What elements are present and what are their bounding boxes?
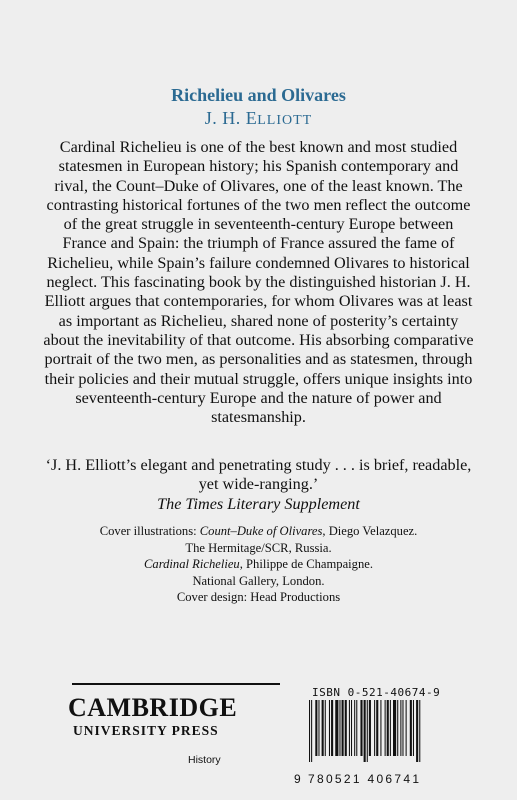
credit-olivares-title: Count–Duke of Olivares xyxy=(199,524,323,538)
barcode-bar xyxy=(369,700,371,756)
blurb xyxy=(42,138,475,427)
credit-olivares-artist: , Diego Velazquez. xyxy=(322,524,418,538)
barcode xyxy=(292,700,467,770)
isbn-label: ISBN 0-521-40674-9 xyxy=(312,686,441,699)
barcode-bar xyxy=(329,700,330,756)
barcode-bar xyxy=(387,700,389,756)
publisher-logo-line2: UNIVERSITY PRESS xyxy=(73,723,219,738)
barcode-bar xyxy=(390,700,391,756)
book-title: Richelieu and Olivares xyxy=(171,85,346,105)
publisher-rule xyxy=(72,683,280,685)
author-surname-rest: LLIOTT xyxy=(257,113,313,128)
cover-credits xyxy=(60,523,457,606)
barcode-bar xyxy=(393,700,396,756)
ean-remaining-digits: 780521 406741 xyxy=(308,772,422,786)
author-initials: J. H. E xyxy=(204,108,258,128)
barcode-bar xyxy=(315,700,317,756)
credit-richelieu-title: Cardinal Richelieu xyxy=(144,557,240,571)
barcode-bar xyxy=(374,700,375,756)
barcode-bar xyxy=(410,700,412,756)
ean-first-digit: 9 xyxy=(294,772,301,786)
publisher-logo-line1: CAMBRIDGE xyxy=(68,693,238,722)
blurb-text: Cardinal Richelieu is one of the best known and most studied statesmen in European history; his Spanish contemporary and rival, the Count–Duke of Olivares, one of the least known. The contrasting historical fortunes of the two men reflect the outcome of the great struggle in seventeenth-century Europe between France and Spain: the triumph of France assured the fame of Richelieu, while Spain’s failure condemned Olivares to historical neglect. This fascinating book by the distinguished historian J. H. Elliott argues that contemporaries, for whom Olivares was at least as important as Richelieu, shared none of posterity’s certainty about the inevitability of that outcome. His absorbing comparative portrait of the two men, as personalities and as statesmen, through their policies and their mutual struggle, offers unique insights into seventeenth-century Europe and the nature of power and statesmanship. xyxy=(43,138,474,427)
barcode-bar xyxy=(335,700,338,756)
barcode-bars xyxy=(306,700,465,762)
credit-richelieu-artist: , Philippe de Champaigne. xyxy=(239,557,373,571)
barcode-bar xyxy=(322,700,324,756)
credit-line-3 xyxy=(60,556,457,573)
review-quote xyxy=(42,456,475,514)
barcode-bar xyxy=(354,700,355,756)
barcode-bar xyxy=(345,700,347,756)
barcode-bar xyxy=(385,700,386,756)
book-author xyxy=(0,108,517,129)
barcode-bar xyxy=(351,700,352,756)
credit-line-4: National Gallery, London. xyxy=(192,573,325,588)
barcode-bar xyxy=(413,700,414,756)
barcode-bar xyxy=(349,700,350,756)
barcode-bar xyxy=(364,700,366,762)
barcode-bar xyxy=(339,700,340,756)
barcode-bar xyxy=(406,700,407,756)
barcode-bar xyxy=(402,700,403,756)
barcode-bar xyxy=(325,700,326,756)
credit-prefix: Cover illustrations: xyxy=(99,524,200,538)
barcode-bar xyxy=(397,700,398,756)
credit-line-2: The Hermitage/SCR, Russia. xyxy=(185,540,332,555)
barcode-bar xyxy=(356,700,357,756)
quote-text: ‘J. H. Elliott’s elegant and penetrating study . . . is brief, readable, yet wide-ranging.’ xyxy=(45,456,472,494)
barcode-bar xyxy=(376,700,378,756)
barcode-bar xyxy=(416,700,418,762)
credit-line-1 xyxy=(60,523,457,540)
barcode-bar xyxy=(380,700,381,756)
barcode-bar xyxy=(331,700,333,756)
barcode-bar xyxy=(419,700,420,762)
barcode-bar xyxy=(309,700,310,762)
barcode-bar xyxy=(311,700,312,762)
barcode-bar xyxy=(360,700,362,756)
subject-category: History xyxy=(188,754,221,766)
barcode-bar xyxy=(367,700,368,762)
barcode-bar xyxy=(342,700,344,756)
quote-source: The Times Literary Supplement xyxy=(157,494,360,513)
credit-line-5: Cover design: Head Productions xyxy=(176,590,341,604)
barcode-bar xyxy=(400,700,401,756)
barcode-bar xyxy=(318,700,319,756)
